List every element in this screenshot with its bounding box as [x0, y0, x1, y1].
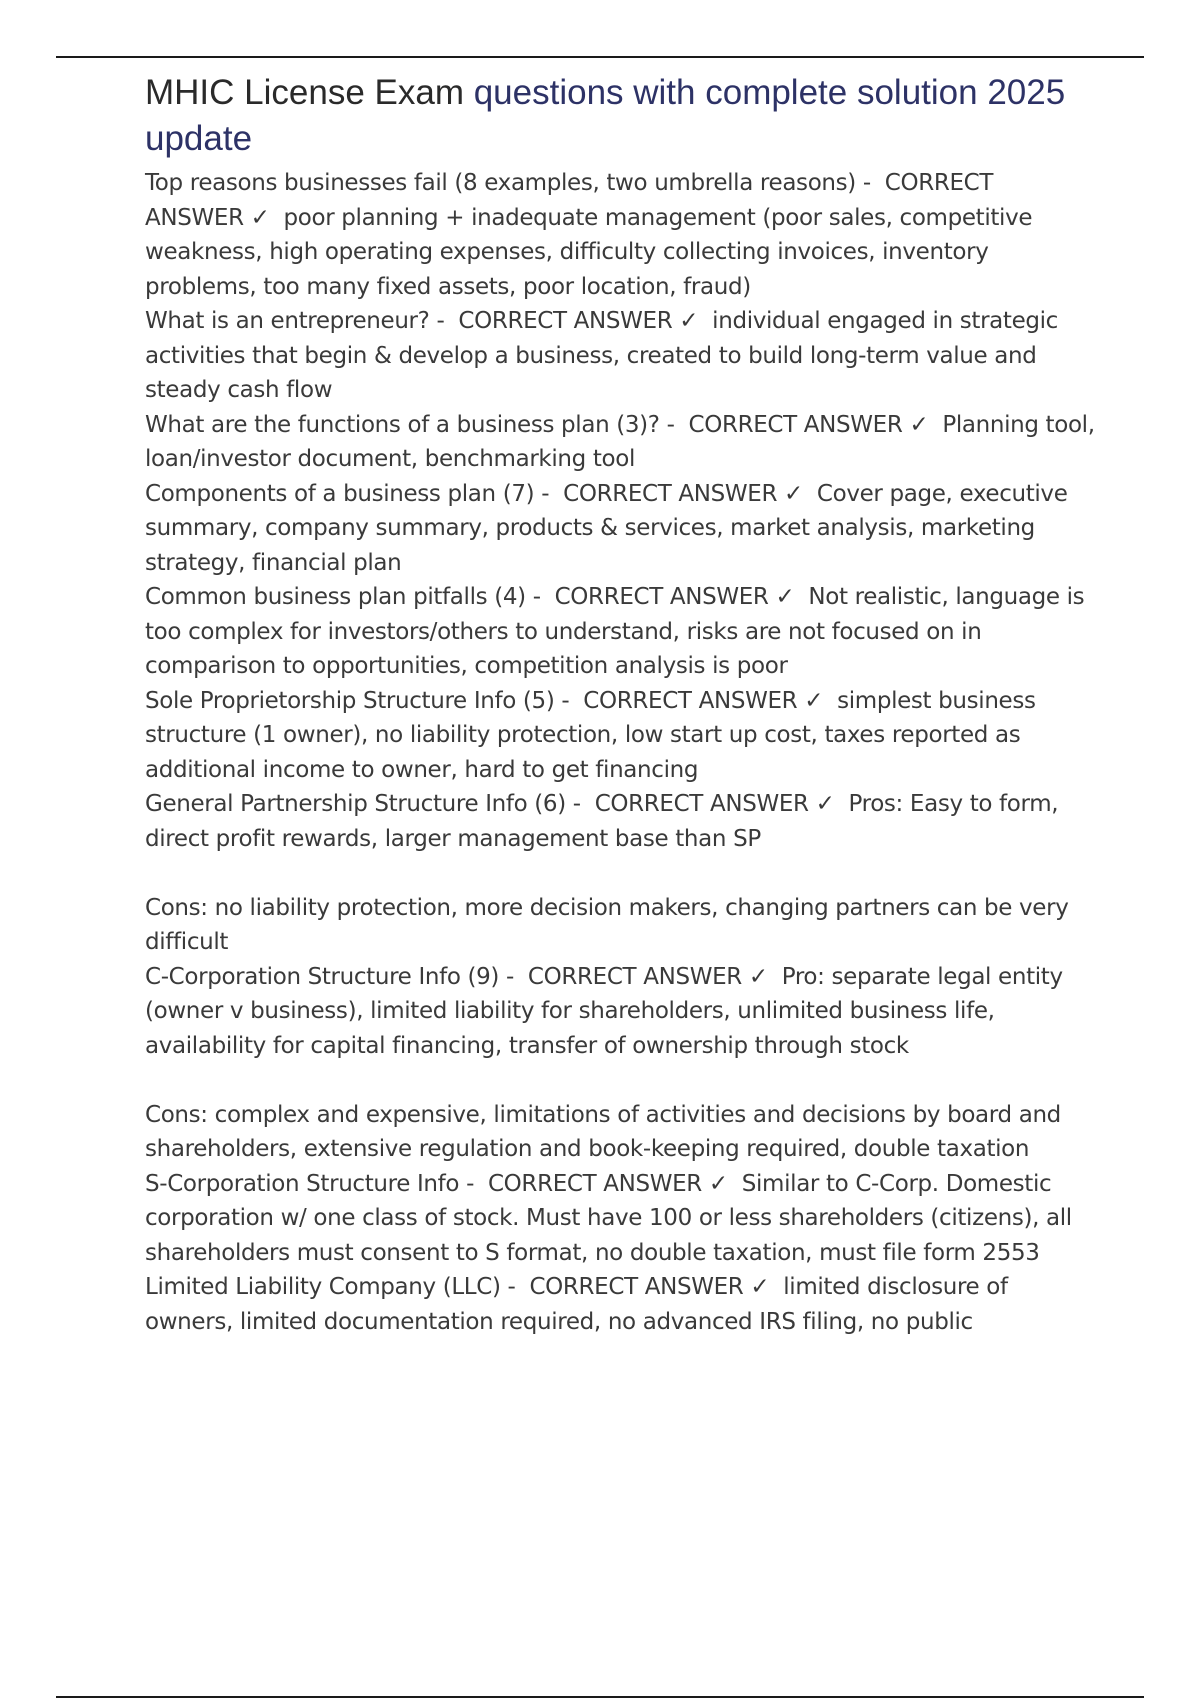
answer-marker: CORRECT ANSWER ✓: [458, 308, 699, 334]
title-rest: questions with complete solution 2025 update: [145, 73, 1066, 158]
qa-item-4: [145, 477, 1095, 581]
qa-item-6: [145, 684, 1095, 788]
qa-item-10: [145, 1270, 1095, 1339]
page-title: [145, 70, 1095, 162]
question-text: General Partnership Structure Info (6) -: [145, 791, 581, 817]
question-text: C-Corporation Structure Info (9) -: [145, 963, 514, 990]
answer-text: Not realistic, language is too complex for investors/others to understand, risks are not focused on in comparison to opportunities, competition analysis is poor: [145, 584, 1085, 679]
qa-item-2: [145, 304, 1095, 408]
document-body: [145, 70, 1095, 1339]
question-text: Sole Proprietorship Structure Info (5) -: [145, 687, 570, 714]
answer-text: Cover page, executive summary, company summary, products & services, market analysis, marketing strategy, financial plan: [145, 480, 1068, 576]
answer-marker: CORRECT ANSWER ✓: [527, 963, 768, 990]
answer-text: simplest business structure (1 owner), no liability protection, low start up cost, taxes reported as additional income to owner, hard to get financing: [145, 687, 1036, 783]
answer-text: Pros: Easy to form, direct profit rewards, larger management base than SP: [145, 791, 1059, 852]
answer-marker: CORRECT ANSWER ✓: [594, 791, 835, 817]
qa-item-5: [145, 580, 1095, 684]
answer-marker: CORRECT ANSWER ✓: [688, 411, 929, 438]
answer-marker: CORRECT ANSWER ✓: [529, 1274, 770, 1300]
qa-item-1: [145, 166, 1095, 304]
top-rule: [56, 56, 1144, 58]
question-text: S-Corporation Structure Info -: [145, 1170, 475, 1197]
answer-text: limited disclosure of owners, limited documentation required, no advanced IRS filing, no public: [145, 1274, 1008, 1335]
answer-text: Pro: separate legal entity (owner v business), limited liability for shareholders, unlimited business life, availability for capital financing, transfer of ownership through stock: [145, 963, 1063, 1059]
question-text: Top reasons businesses fail (8 examples, two umbrella reasons) -: [145, 170, 871, 196]
answer-marker: CORRECT ANSWER ✓: [563, 480, 803, 507]
answer-marker: CORRECT ANSWER ✓: [554, 584, 795, 610]
answer-marker: CORRECT ANSWER ✓: [487, 1170, 728, 1197]
answer-marker: CORRECT ANSWER ✓: [145, 170, 994, 231]
answer-marker: CORRECT ANSWER ✓: [583, 687, 824, 714]
answer-text: Similar to C-Corp. Domestic corporation w/ one class of stock. Must have 100 or less shareholders (citizens), all shareholders must consent to S format, no double taxation, must file form 2553: [145, 1170, 1072, 1266]
title-lead: MHIC License Exam: [145, 73, 464, 112]
qa-item-9: [145, 1167, 1095, 1271]
question-text: Common business plan pitfalls (4) -: [145, 584, 541, 610]
answer-text: poor planning + inadequate management (poor sales, competitive weakness, high operating expenses, difficulty collecting invoices, inventory problems, too many fixed assets, poor location, fraud): [145, 204, 1033, 300]
question-text: Components of a business plan (7) -: [145, 480, 550, 507]
question-text: Limited Liability Company (LLC) -: [145, 1274, 516, 1300]
answer-text: Planning tool, loan/investor document, benchmarking tool: [145, 411, 1095, 472]
answer-text: individual engaged in strategic activities that begin & develop a business, created to build long-term value and steady cash flow: [145, 308, 1058, 403]
question-text: What are the functions of a business plan (3)? -: [145, 411, 675, 438]
answer-text-cons: Cons: complex and expensive, limitations of activities and decisions by board and shareholders, extensive regulation and book-keeping required, double taxation: [145, 1101, 1061, 1162]
qa-item-7: [145, 787, 1095, 960]
qa-item-3: [145, 408, 1095, 477]
answer-text-cons: Cons: no liability protection, more decision makers, changing partners can be very difficult: [145, 894, 1069, 955]
question-text: What is an entrepreneur? -: [145, 308, 445, 334]
qa-item-8: [145, 960, 1095, 1167]
bottom-rule: [56, 1696, 1144, 1698]
